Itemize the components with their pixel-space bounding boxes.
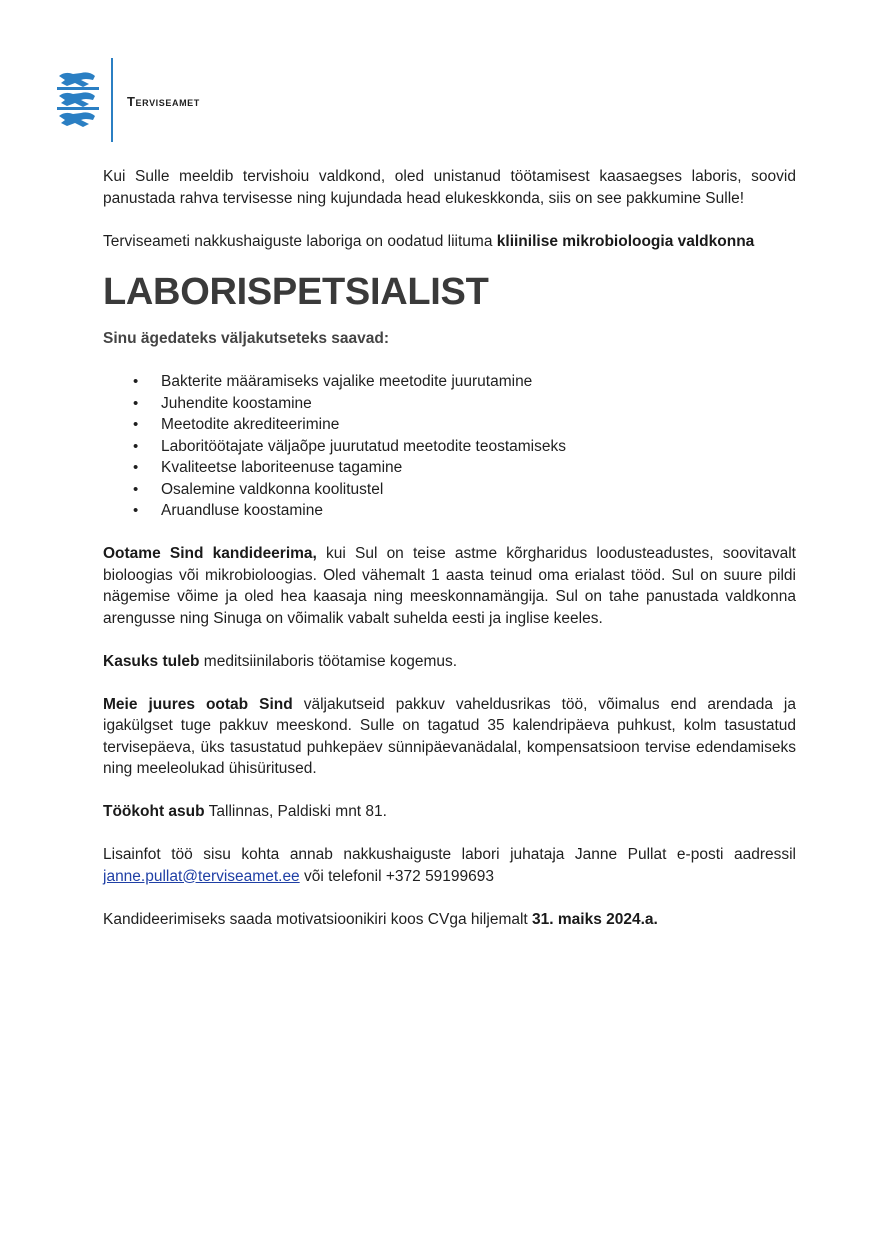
contact-phone: või telefonil +372 59199693 (299, 867, 495, 885)
list-item: • Aruandluse koostamine (161, 500, 796, 522)
page-title: LABORISPETSIALIST (103, 271, 489, 313)
invite-paragraph (103, 231, 796, 253)
tasks-list (103, 371, 796, 522)
list-item: • Juhendite koostamine (161, 393, 796, 415)
intro-paragraph: Kui Sulle meeldib tervishoiu valdkond, oled unistanud töötamisest kaasaegses laboris, soovid panustada rahva tervisesse ning kujundada head elukeskkonda, siis on see pakkumine Sulle! (103, 168, 796, 207)
three-lions-crest-icon (55, 70, 101, 132)
deadline-paragraph (103, 909, 796, 931)
location-text: Tallinnas, Paldiski mnt 81. (204, 803, 387, 820)
requirements-text: kui Sul on teise astme kõrgharidus loodusteadustes, soovitavalt bioloogias või mikrobioloogias. Oled vähemalt 1 aasta teinud oma erialast tööd. Sul on suure pildi nägemise võime ja oled hea kaasaja ning meeskonnamängija. Sul on tahe panustada valdkonna arengusse ning Sinuga on võimalik vabalt suhelda eesti ja inglise keeles. (103, 545, 796, 627)
deadline-date: 31. maiks 2024.a. (532, 910, 658, 928)
contact-paragraph (103, 844, 796, 887)
list-item: • Osalemine valdkonna koolitustel (161, 479, 796, 501)
offer-lead: Meie juures ootab Sind (103, 695, 293, 713)
offer-paragraph (103, 694, 796, 780)
list-item: • Kvaliteetse laboriteenuse tagamine (161, 457, 796, 479)
contact-text: Lisainfot töö sisu kohta annab nakkushaiguste labori juhataja Janne Pullat e-posti aadressil (103, 846, 796, 863)
header-logo (55, 58, 200, 144)
email-link[interactable]: janne.pullat@terviseamet.ee (103, 867, 300, 885)
invite-field: kliinilise mikrobioloogia valdkonna (496, 232, 755, 250)
location-paragraph (103, 801, 796, 823)
advantage-lead: Kasuks tuleb (103, 652, 200, 670)
invite-text: Terviseameti nakkushaiguste laboriga on oodatud liituma (103, 232, 497, 250)
logo-divider (111, 58, 113, 142)
location-lead: Töökoht asub (103, 803, 205, 820)
requirements-lead: Ootame Sind kandideerima, (103, 545, 317, 562)
offer-text: väljakutseid pakkuv vaheldusrikas töö, võimalus end arendada ja igakülgset tuge pakkuv meeskond. Sulle on tagatud 35 kalendripäeva puhkust, kolm tasustatud tervisepäeva, üks tasustatud puhkepäev sünnipäevanädalal, kompensatsioon tervise edendamiseks ning meeleolukad ühisüritused. (103, 695, 796, 777)
requirements-paragraph (103, 543, 796, 629)
document-body (103, 166, 796, 930)
list-item: • Bakterite määramiseks vajalike meetodite juurutamine (161, 371, 796, 393)
list-item: • Meetodite akrediteerimine (161, 414, 796, 436)
advantage-paragraph (103, 651, 796, 673)
advantage-text: meditsiinilaboris töötamise kogemus. (199, 652, 458, 670)
deadline-text: Kandideerimiseks saada motivatsioonikiri koos CVga hiljemalt (103, 910, 533, 928)
list-item: • Laboritöötajate väljaõpe juurutatud meetodite teostamiseks (161, 436, 796, 458)
logo-wordmark: Terviseamet (127, 94, 200, 109)
tasks-heading: Sinu ägedateks väljakutseteks saavad: (103, 330, 390, 347)
